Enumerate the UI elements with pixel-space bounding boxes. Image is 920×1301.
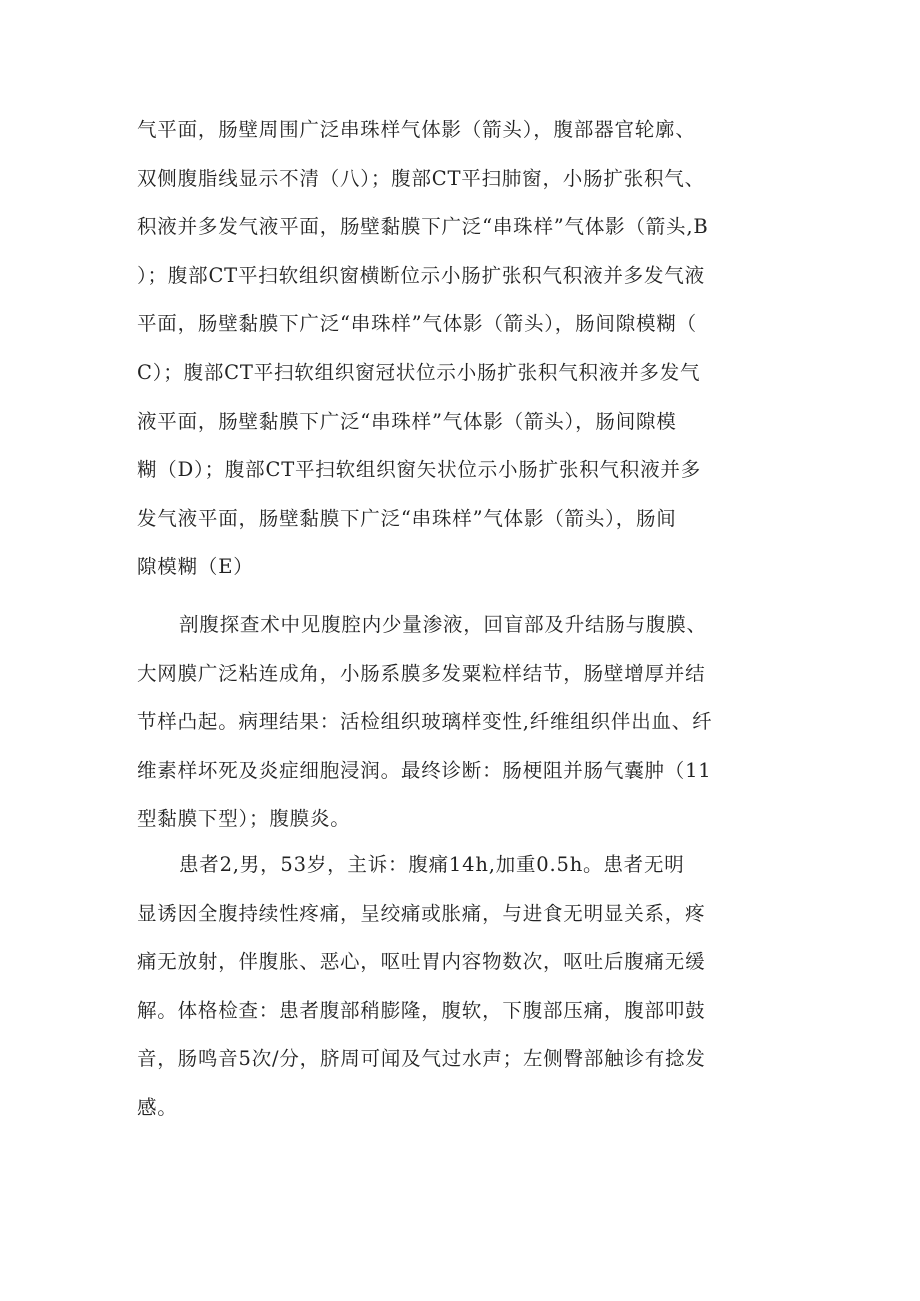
paragraph-patient-2-history	[137, 841, 797, 1133]
text-line: 维素样坏死及炎症细胞浸润。最终诊断：肠梗阻并肠气囊肿（11	[137, 758, 712, 782]
paragraph-figure-caption	[137, 106, 797, 592]
text-line: C）；腹部CT平扫软组织窗冠状位示小肠扩张积气积液并多发气	[137, 360, 701, 384]
text-line: 隙模糊（E）	[137, 555, 254, 579]
paragraph-surgery-findings	[137, 601, 797, 844]
text-line: 气平面，肠壁周围广泛串珠样气体影（箭头），腹部器官轮廓、	[137, 118, 696, 141]
text-line: 显诱因全腹持续性疼痛，呈绞痛或胀痛，与进食无明显关系，疼	[137, 901, 706, 925]
text-line: 解。体格检查：患者腹部稍膨隆，腹软，下腹部压痛，腹部叩鼓	[137, 998, 706, 1022]
text-line: 发气液平面，肠壁黏膜下广泛“串珠样”气体影（箭头），肠间	[137, 506, 677, 530]
text-line: 大网膜广泛粘连成角，小肠系膜多发粟粒样结节，肠壁增厚并结	[137, 661, 706, 685]
text-line: 平面，肠壁黏膜下广泛“串珠样”气体影（箭头），肠间隙模糊（	[137, 312, 697, 336]
text-line: 液平面，肠壁黏膜下广泛“串珠样”气体影（箭头），肠间隙模	[137, 409, 677, 433]
text-line: 型黏膜下型）；腹膜炎。	[137, 807, 351, 831]
text-line: 音，肠鸣音5次/分，脐周可闻及气过水声；左侧臀部触诊有捻发	[137, 1047, 706, 1071]
text-line: 双侧腹脂线显示不清（八）；腹部CT平扫肺窗，小肠扩张积气、	[137, 166, 705, 190]
text-line: 糊（D）；腹部CT平扫软组织窗矢状位示小肠扩张积气积液并多	[137, 458, 702, 482]
text-line: 痛无放射，伴腹胀、恶心，呕吐胃内容物数次，呕吐后腹痛无缓	[137, 950, 706, 974]
text-line: 剖腹探查术中见腹腔内少量渗液，回盲部及升结肠与腹膜、	[179, 613, 707, 636]
text-line: 感。	[137, 1095, 178, 1119]
text-line: 积液并多发气液平面，肠壁黏膜下广泛“串珠样”气体影（箭头,B	[137, 215, 709, 239]
text-line: ）；腹部CT平扫软组织窗横断位示小肠扩张积气积液并多发气液	[137, 263, 705, 287]
text-line: 患者2,男，53岁，主诉：腹痛14h,加重0.5h。患者无明	[179, 853, 685, 876]
text-line: 节样凸起。病理结果：活检组织玻璃样变性,纤维组织伴出血、纤	[137, 710, 713, 734]
